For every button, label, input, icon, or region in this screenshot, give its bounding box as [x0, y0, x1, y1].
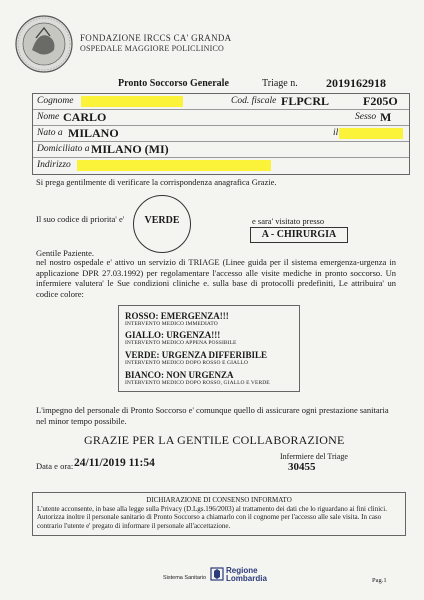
color-codes-box: [118, 305, 300, 392]
domicilio-label: Domiciliato a: [37, 144, 90, 154]
row-cognome: [33, 94, 409, 110]
sesso-value: M: [380, 110, 392, 124]
redacted-birthdate: [339, 128, 403, 139]
hospital-name: OSPEDALE MAGGIORE POLICLINICO: [80, 44, 225, 53]
code-giallo: [125, 330, 237, 347]
date-value: 24/11/2019 11:54: [74, 457, 155, 469]
regione-word: Regione: [226, 566, 258, 575]
patient-data-box: [32, 93, 410, 175]
nato-label: Nato a: [37, 128, 63, 138]
code-subtitle: INTERVENTO MEDICO DOPO ROSSO, GIALLO E VERDE: [125, 380, 270, 386]
visit-department: A - CHIRURGIA: [250, 227, 348, 243]
domicilio-value: MILANO (MI): [91, 142, 169, 156]
regione-lombardia-text: [226, 567, 267, 583]
il-label: il: [333, 128, 339, 138]
code-title: GIALLO: URGENZA!!!: [125, 330, 221, 340]
sistema-sanitario-label: Sistema Sanitario: [163, 575, 207, 581]
nurse-label: Infermiere del Triage: [280, 452, 348, 461]
consent-box: [32, 492, 406, 536]
nome-value: CARLO: [63, 110, 107, 124]
code-title: ROSSO: EMERGENZA!!!: [125, 311, 229, 321]
code-bianco: [125, 370, 270, 387]
nome-label: Nome: [37, 112, 60, 122]
nurse-id: 30455: [288, 461, 316, 473]
date-label: Data e ora:: [36, 461, 74, 471]
triage-number: 2019162918: [326, 76, 386, 90]
lombardia-word: Lombardia: [226, 574, 267, 583]
sesso-label: Sesso: [355, 112, 377, 122]
commitment-text: L'impegno del personale di Pronto Soccorso e' comunque quello di assicurare ogni prestazione sanitaria nel minor tempo possibile.: [36, 405, 389, 426]
code-subtitle: INTERVENTO MEDICO DOPO ROSSO E GIALLO: [125, 360, 249, 366]
triage-number-label: Triage n.: [262, 78, 298, 89]
code-subtitle: INTERVENTO MEDICO APPENA POSSIBILE: [125, 340, 237, 346]
redacted-cognome: [81, 96, 183, 107]
visit-label: e sara' visitato presso: [252, 216, 325, 226]
organization-name: FONDAZIONE IRCCS CA' GRANDA: [80, 33, 232, 43]
code-verde: [125, 350, 267, 367]
priority-value: VERDE: [144, 215, 180, 226]
codfisc-label: Cod. fiscale: [231, 96, 277, 106]
hospital-seal-icon: [14, 14, 74, 74]
regione-lombardia-logo-icon: [210, 567, 224, 581]
row-indirizzo: [33, 158, 409, 173]
codfisc-value: FLPCRL: [281, 94, 329, 108]
codfisc-suffix: F205O: [363, 94, 398, 108]
verify-note: Si prega gentilmente di verificare la corrispondenza anagrafica Grazie.: [36, 177, 277, 187]
nato-value: MILANO: [68, 126, 119, 140]
code-title: VERDE: URGENZA DIFFERIBILE: [125, 350, 268, 360]
page-number: Pag.1: [372, 577, 387, 584]
row-nome: [33, 110, 409, 126]
thanks-heading: GRAZIE PER LA GENTILE COLLABORAZIONE: [84, 433, 345, 447]
cognome-label: Cognome: [37, 96, 74, 106]
row-nato: [33, 126, 409, 142]
consent-title: DICHIARAZIONE DI CONSENSO INFORMATO: [146, 496, 292, 504]
indirizzo-label: Indirizzo: [37, 160, 71, 170]
row-domicilio: [33, 142, 409, 158]
section-title: Pronto Soccorso Generale: [118, 78, 229, 89]
priority-label: Il suo codice di priorita' e': [36, 214, 125, 224]
consent-body: L'utente acconsente, in base alla legge sulla Privacy (D.Lgs.196/2003) al trattamento dei dati che lo riguardano ai fini clinici. Autorizza inoltre il personale sanitario di Pronto Soccorso a chiamarlo con il cognome per l'accesso alle sale visita. In caso contrario l'utente e' pregato di informare il personale all'accettazione.: [37, 505, 387, 530]
code-subtitle: INTERVENTO MEDICO IMMEDIATO: [125, 321, 218, 327]
greeting: Gentile Paziente.: [36, 248, 95, 258]
code-title: BIANCO: NON URGENZA: [125, 370, 234, 380]
redacted-indirizzo: [77, 160, 271, 171]
code-rosso: [125, 311, 229, 328]
triage-intro-text: nel nostro ospedale e' attivo un servizio di TRIAGE (Linee guida per il sistema emergenza-urgenza in applicazione DPR 27.03.1992) per regolamentare l'accesso alle visite mediche in pronto soccorso. Un infermiere valutera' le Sue condizioni cliniche e. sulla base di protocolli predefiniti, Le attribuira' un codice colore:: [36, 257, 396, 299]
